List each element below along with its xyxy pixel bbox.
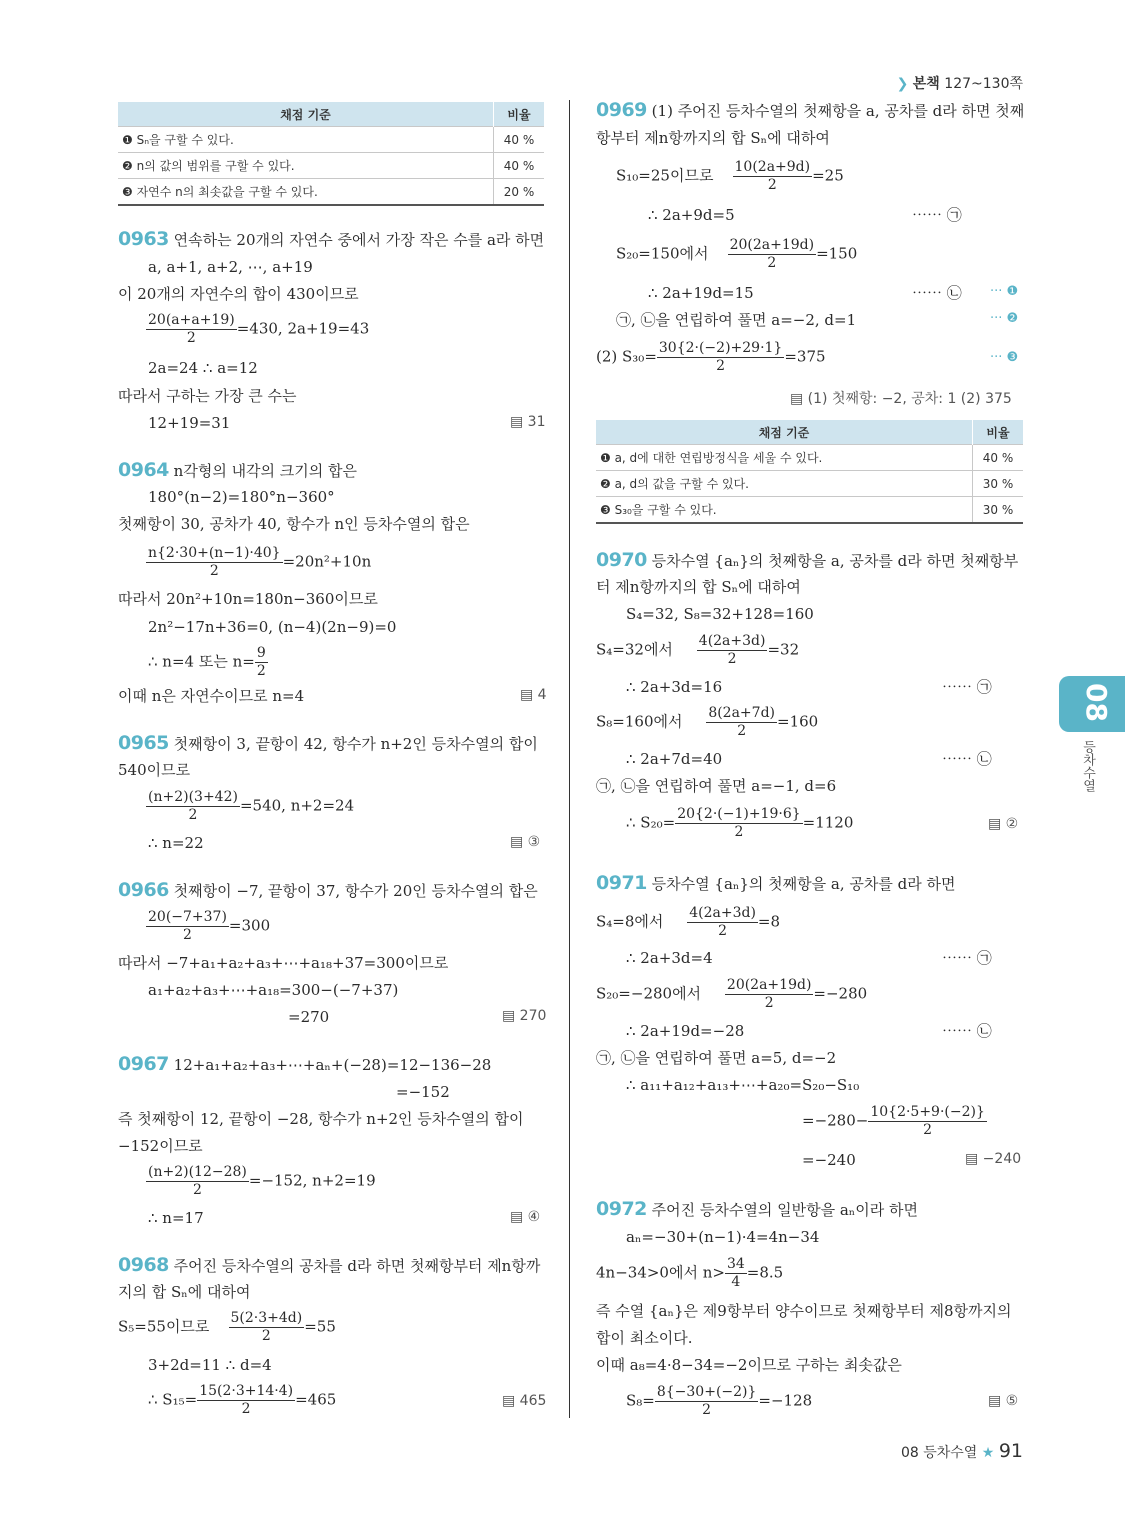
text-line: ∴ S₁₅=: [148, 1390, 198, 1409]
text-line: ∴ 2a+19d=−28: [626, 1022, 745, 1040]
text-line: 터 제n항까지의 합 Sₙ에 대하여: [596, 578, 801, 596]
problem-number: 0964: [118, 459, 169, 481]
denominator: 2: [188, 807, 198, 823]
text-line: 따라서 구하는 가장 큰 수는: [118, 387, 297, 405]
text-line: 3+2d=11 ∴ d=4: [148, 1356, 272, 1374]
text-line: =55: [304, 1317, 336, 1336]
fraction: [655, 1384, 759, 1419]
fraction: [868, 1104, 987, 1139]
equation: [146, 1164, 376, 1199]
equation: [616, 237, 857, 272]
text-line: 첫째항이 −7, 끝항이 37, 항수가 20인 등차수열의 합은: [173, 882, 538, 900]
text-line: ㉠, ㉡을 연립하여 풀면 a=−2, d=1: [616, 311, 857, 329]
problem-number: 0972: [596, 1198, 647, 1220]
numerator: 20(2a+19d): [729, 237, 815, 253]
tag-label: ⋯⋯ ㉠: [912, 206, 962, 224]
equation: [596, 1256, 783, 1291]
text-line: ∴ a₁₁+a₁₂+a₁₃+⋯+a₂₀=S₂₀−S₁₀: [626, 1076, 860, 1094]
numerator: 20{2·(−1)+19·6}: [677, 806, 801, 822]
fraction: [725, 977, 814, 1012]
table-cell: 20 %: [494, 179, 545, 206]
answer: ▤ 270: [502, 1008, 547, 1024]
text-line: =−152: [396, 1083, 450, 1101]
fraction: [229, 1310, 305, 1345]
fraction: [146, 1164, 249, 1199]
denominator: 2: [727, 651, 737, 667]
text-line: 180°(n−2)=180°n−360°: [148, 488, 335, 506]
text-line: ∴ n=17: [148, 1209, 204, 1227]
equation: [626, 1384, 812, 1419]
text-line: 등차수열 {aₙ}의 첫째항을 a, 공차를 d라 하면: [651, 875, 956, 893]
text-line: ∴ 2a+3d=16: [626, 678, 723, 696]
equation: [596, 633, 799, 668]
text-line: 이때 a₈=4·8−34=−2이므로 구하는 최솟값은: [596, 1356, 902, 1374]
problem-0964-heading: [118, 460, 357, 481]
numerator: 15(2·3+14·4): [199, 1383, 294, 1399]
table-header: 비율: [973, 420, 1024, 445]
equation: [596, 705, 818, 740]
equation: [148, 645, 268, 680]
chapter-tab[interactable]: [1059, 676, 1125, 732]
text-line: 즉 수열 {aₙ}은 제9항부터 양수이므로 첫째항부터 제8항까지의: [596, 1302, 1012, 1320]
table-cell: ❷ a, d의 값을 구할 수 있다.: [596, 471, 973, 497]
text-line: 지의 합 Sₙ에 대하여: [118, 1283, 251, 1301]
denominator: 2: [718, 923, 728, 939]
fraction: [146, 312, 237, 347]
text-line: S₄=32에서: [596, 640, 673, 659]
numerator: 4(2a+3d): [689, 905, 756, 921]
tag-label: ⋯⋯ ㉠: [942, 949, 992, 967]
denominator: 2: [923, 1122, 933, 1138]
table-cell: ❶ a, d에 대한 연립방정식을 세울 수 있다.: [596, 445, 973, 471]
text-line: 항부터 제n항까지의 합 Sₙ에 대하여: [596, 129, 830, 147]
denominator: 2: [241, 1401, 251, 1417]
denominator: 2: [192, 1182, 202, 1198]
text-line: ∴ 2a+9d=5: [648, 206, 735, 224]
answer: ▤ ②: [988, 816, 1019, 832]
answer: ▤ 465: [502, 1393, 547, 1409]
equation: [146, 789, 354, 824]
equation: [596, 905, 780, 940]
denominator: 2: [702, 1402, 712, 1418]
text-line: =8.5: [746, 1263, 784, 1282]
text-line: 12+a₁+a₂+a₃+⋯+aₙ+(−28)=12−136−28: [173, 1056, 492, 1074]
triangle-icon: ❯: [896, 76, 909, 92]
text-line: ∴ S₂₀=: [626, 813, 676, 832]
text-line: =32: [767, 640, 800, 659]
equation: [146, 545, 371, 580]
table-header: 채점 기준: [118, 102, 494, 127]
denominator: 2: [737, 723, 747, 739]
fraction: [725, 1256, 747, 1291]
grading-table-1: [118, 102, 544, 206]
tag-label: ⋯⋯ ㉡: [942, 1022, 992, 1040]
problem-number: 0963: [118, 228, 169, 250]
numerator: 20(a+a+19): [148, 312, 235, 328]
denominator: 2: [209, 563, 219, 579]
table-cell: 30 %: [973, 471, 1024, 497]
problem-0965-heading: [118, 733, 538, 754]
text-line: =300: [228, 916, 271, 935]
table-cell: 30 %: [973, 497, 1024, 524]
text-line: 등차수열 {aₙ}의 첫째항을 a, 공차를 d라 하면 첫째항부: [651, 552, 1019, 570]
text-line: ∴ 2a+7d=40: [626, 750, 723, 768]
column-divider: [569, 100, 570, 1418]
equation: [146, 312, 369, 347]
numerator: 20(2a+19d): [726, 977, 812, 993]
fraction: [697, 633, 768, 668]
tag-label: ⋯⋯ ㉡: [942, 750, 992, 768]
fraction: [197, 1383, 295, 1418]
numerator: 9: [256, 645, 266, 661]
text-line: a, a+1, a+2, ⋯, a+19: [148, 258, 313, 276]
table-cell: ❷ n의 값의 범위를 구할 수 있다.: [118, 153, 494, 179]
text-line: =160: [777, 712, 819, 731]
problem-0970-heading: [596, 550, 1018, 571]
text-line: =465: [295, 1390, 337, 1409]
numerator: 5(2·3+4d): [230, 1310, 303, 1326]
step-marker: ··· ❸: [990, 350, 1019, 365]
text-line: S₈=160에서: [596, 712, 683, 731]
table-cell: 40 %: [494, 153, 545, 179]
problem-number: 0967: [118, 1053, 169, 1075]
text-line: =270: [288, 1008, 330, 1026]
table-cell: 40 %: [973, 445, 1024, 471]
problem-0968-heading: [118, 1255, 540, 1276]
problem-number: 0966: [118, 879, 169, 901]
answer: ▤ (1) 첫째항: −2, 공차: 1 (2) 375: [790, 391, 1012, 407]
equation: [148, 1383, 336, 1418]
problem-0971-heading: [596, 873, 955, 894]
denominator: 2: [764, 995, 774, 1011]
denominator: 2: [767, 255, 777, 271]
fraction: [687, 905, 758, 940]
text-line: =540, n+2=24: [239, 796, 355, 815]
text-line: −152이므로: [118, 1137, 203, 1155]
chapter-tab-number: 08: [1079, 683, 1113, 722]
equation: [596, 977, 867, 1012]
text-line: =−128: [758, 1391, 813, 1410]
text-line: 첫째항이 3, 끝항이 42, 항수가 n+2인 등차수열의 합이: [173, 735, 538, 753]
answer: ▤ 31: [510, 414, 546, 430]
text-line: ㉠, ㉡을 연립하여 풀면 a=5, d=−2: [596, 1049, 837, 1067]
tag-label: ⋯⋯ ㉡: [912, 284, 962, 302]
text-line: 12+19=31: [148, 414, 231, 432]
answer: ▤ ④: [510, 1209, 541, 1225]
fraction: [728, 237, 817, 272]
numerator: 4(2a+3d): [698, 633, 766, 649]
denominator: 2: [261, 1328, 271, 1344]
equation: [616, 159, 844, 194]
ref-label: 본책: [912, 76, 940, 92]
text-line: =−152, n+2=19: [248, 1171, 376, 1190]
numerator: 8{−30+(−2)}: [656, 1384, 757, 1400]
text-line: 주어진 등차수열의 공차를 d라 하면 첫째항부터 제n항까: [173, 1257, 541, 1275]
numerator: 10{2·5+9·(−2)}: [870, 1104, 985, 1120]
text-line: ㉠, ㉡을 연립하여 풀면 a=−1, d=6: [596, 777, 837, 795]
numerator: 34: [726, 1256, 745, 1272]
tag-label: ⋯⋯ ㉠: [942, 678, 992, 696]
numerator: (n+2)(3+42): [148, 789, 238, 805]
equation: [626, 806, 853, 841]
text-line: S₂₀=−280에서: [596, 984, 702, 1003]
text-line: 이 20개의 자연수의 합이 430이므로: [118, 285, 359, 303]
text-line: a₁+a₂+a₃+⋯+a₁₈=300−(−7+37): [148, 981, 399, 999]
equation: [596, 340, 826, 375]
text-line: 따라서 −7+a₁+a₂+a₃+⋯+a₁₈+37=300이므로: [118, 954, 449, 972]
text-line: =−280−: [802, 1111, 869, 1130]
text-line: ∴ 2a+3d=4: [626, 949, 713, 967]
text-line: 따라서 20n²+10n=180n−360이므로: [118, 590, 378, 608]
text-line: =1120: [802, 813, 854, 832]
fraction: [675, 806, 802, 841]
text-line: 합이 최소이다.: [596, 1329, 693, 1347]
denominator: 2: [716, 358, 726, 374]
text-line: n각형의 내각의 크기의 합은: [173, 462, 358, 480]
text-line: S₈=: [626, 1391, 655, 1410]
equation: [802, 1104, 987, 1139]
numerator: 8(2a+7d): [708, 705, 775, 721]
fraction: [146, 909, 229, 944]
text-line: (2) S₃₀=: [596, 347, 657, 366]
text-line: =−280: [813, 984, 868, 1003]
problem-0963-heading: [118, 229, 544, 250]
text-line: 첫째항이 30, 공차가 40, 항수가 n인 등차수열의 합은: [118, 515, 470, 533]
problem-0969-heading: [596, 100, 1024, 121]
denominator: 2: [767, 177, 777, 193]
text-line: =25: [812, 166, 844, 185]
text-line: 즉 첫째항이 12, 끝항이 −28, 항수가 n+2인 등차수열의 합이: [118, 1110, 524, 1128]
text-line: S₁₀=25이므로: [616, 166, 714, 185]
text-line: =20n²+10n: [282, 552, 372, 571]
table-cell: ❸ S₃₀을 구할 수 있다.: [596, 497, 973, 524]
problem-number: 0969: [596, 99, 647, 121]
problem-number: 0968: [118, 1254, 169, 1276]
denominator: 2: [256, 663, 266, 679]
numerator: 30{2·(−2)+29·1}: [658, 340, 783, 356]
text-line: 540이므로: [118, 761, 191, 779]
table-cell: ❶ Sₙ을 구할 수 있다.: [118, 127, 494, 153]
fraction: [733, 159, 813, 194]
equation: [146, 909, 270, 944]
text-line: ∴ n=4 또는 n=: [148, 652, 255, 671]
text-line: 2n²−17n+36=0, (n−4)(2n−9)=0: [148, 618, 397, 636]
step-marker: ··· ❷: [990, 311, 1019, 326]
text-line: S₂₀=150에서: [616, 244, 709, 263]
chapter-side-label: 등차수열: [1080, 740, 1095, 792]
fraction: [146, 545, 283, 580]
table-header: 비율: [494, 102, 545, 127]
table-cell: ❸ 자연수 n의 최솟값을 구할 수 있다.: [118, 179, 494, 206]
text-line: 4n−34>0에서 n>: [596, 1263, 725, 1282]
text-line: =−240: [802, 1151, 856, 1169]
numerator: (n+2)(12−28): [148, 1164, 247, 1180]
answer: ▤ ⑤: [988, 1393, 1019, 1409]
text-line: =375: [784, 347, 826, 366]
fraction: [255, 645, 268, 680]
page-number: 91: [998, 1440, 1023, 1462]
numerator: n{2·30+(n−1)·40}: [148, 545, 281, 561]
denominator: 2: [186, 330, 196, 346]
table-cell: 40 %: [494, 127, 545, 153]
problem-number: 0971: [596, 872, 647, 894]
text-line: =150: [816, 244, 858, 263]
fraction: [706, 705, 777, 740]
problem-0966-heading: [118, 880, 538, 901]
text-line: (1) 주어진 등차수열의 첫째항을 a, 공차를 d라 하면 첫째: [651, 102, 1025, 120]
text-line: S₅=55이므로: [118, 1317, 210, 1336]
numerator: 20(−7+37): [148, 909, 227, 925]
fraction: [657, 340, 784, 375]
table-header: 채점 기준: [596, 420, 973, 445]
text-line: =430, 2a+19=43: [236, 319, 370, 338]
page-reference: [897, 73, 1023, 93]
problem-0967-heading: [118, 1054, 491, 1075]
step-marker: ··· ❶: [990, 284, 1019, 299]
answer: ▤ ③: [510, 834, 541, 850]
star-icon: ★: [981, 1445, 995, 1461]
fraction: [146, 789, 240, 824]
problem-0972-heading: [596, 1199, 918, 1220]
denominator: 2: [183, 927, 192, 943]
footer-chapter: 08 등차수열: [900, 1445, 978, 1461]
problem-number: 0965: [118, 732, 169, 754]
text-line: ∴ n=22: [148, 834, 204, 852]
text-line: =8: [757, 912, 781, 931]
text-line: 2a=24 ∴ a=12: [148, 359, 258, 377]
text-line: 주어진 등차수열의 일반항을 aₙ이라 하면: [651, 1201, 919, 1219]
answer: ▤ 4: [520, 687, 547, 703]
ref-pages: 127~130쪽: [944, 76, 1023, 92]
text-line: S₄=32, S₈=32+128=160: [626, 605, 814, 623]
text-line: ∴ 2a+19d=15: [648, 284, 754, 302]
denominator: 2: [734, 824, 744, 840]
problem-number: 0970: [596, 549, 647, 571]
text-line: S₄=8에서: [596, 912, 664, 931]
denominator: 4: [731, 1274, 741, 1290]
text-line: aₙ=−30+(n−1)·4=4n−34: [626, 1228, 820, 1246]
grading-table-2: [596, 420, 1023, 524]
numerator: 10(2a+9d): [734, 159, 811, 175]
equation: [118, 1310, 336, 1345]
page-footer: [901, 1440, 1023, 1462]
text-line: 연속하는 20개의 자연수 중에서 가장 작은 수를 a라 하면: [173, 231, 545, 249]
answer: ▤ −240: [965, 1151, 1022, 1167]
text-line: 이때 n은 자연수이므로 n=4: [118, 687, 305, 705]
